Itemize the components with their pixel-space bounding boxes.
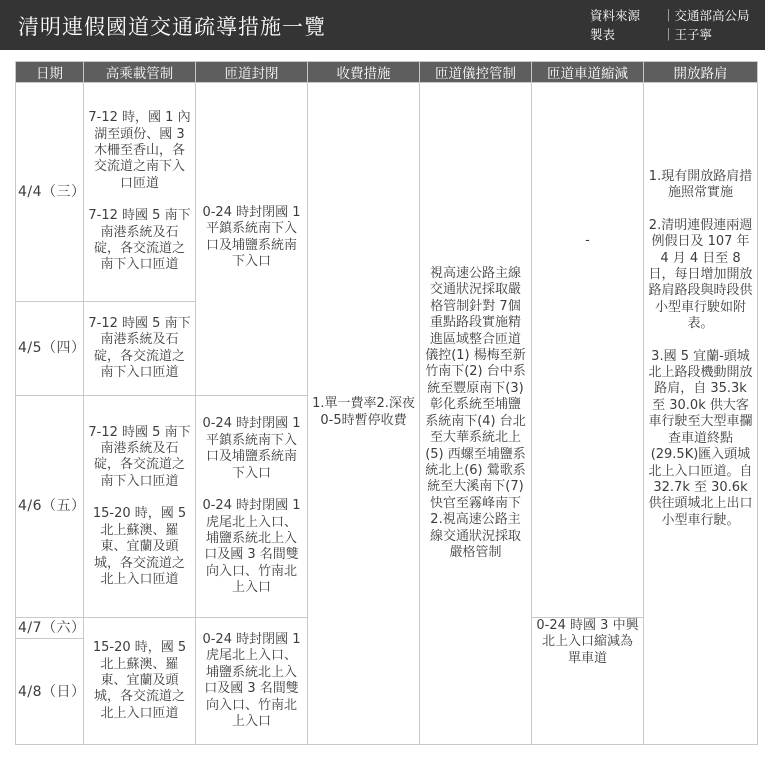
lane-reduction-cell: - [532, 83, 644, 618]
source-value: ｜交通部高公局 [662, 8, 750, 23]
maker-value: ｜王子寧 [662, 27, 713, 42]
hov-cell [84, 396, 196, 618]
maker-label: 製表 [590, 27, 616, 42]
hov-cell [84, 83, 196, 302]
date-cell: 4/8（日） [16, 639, 84, 745]
date-cell: 4/7（六） [16, 618, 84, 639]
closure-cell [196, 396, 308, 618]
lane-reduction-cell: 0-24 時國 3 中興北上入口縮減為單車道 [532, 618, 644, 745]
closure-cell: 0-24 時封閉國 1 平鎮系統南下入口及埔鹽系統南下入口 [196, 83, 308, 396]
col-header-shoulder: 開放路肩 [644, 62, 758, 83]
hov-cell: 7-12 時國 5 南下南港系統及石碇，各交流道之南下入口匝道 [84, 302, 196, 396]
closure-cell: 0-24 時封閉國 1 虎尾北上入口、埔鹽系統北上入口及國 3 名間雙向入口、竹南北上入口 [196, 618, 308, 745]
page-header [0, 0, 765, 50]
col-header-ramp-closure: 匝道封閉 [196, 62, 308, 83]
col-header-ramp-metering: 匝道儀控管制 [420, 62, 532, 83]
metering-cell: 視高速公路主線交通狀況採取嚴格管制針對 7個重點路段實施精進區域整合匝道儀控(1) 楊梅至新竹南下(2) 台中系統至豐原南下(3) 彰化系統至埔鹽系統南下(4) 台北至大華系統北上(5) 西螺至埔鹽系統北上(6) 鶯歌系統至大溪南下(7) 快官至霧峰南下2.視高速公路主線交通狀況採取嚴格管制 [420, 83, 532, 745]
shoulder-cell [644, 83, 758, 745]
date-cell: 4/6（五） [16, 396, 84, 618]
hov-cell: 15-20 時，國 5 北上蘇澳、羅東、宜蘭及頭城，各交流道之北上入口匝道 [84, 618, 196, 745]
shoulder-text: 3.國 5 宜蘭-頭城北上路段機動開放路肩，自 35.3k 至 30.0k 供大客車行駛至大型車攔查車道終點(29.5K)匯入頭城北上入口匝道。自 32.7k 至 30.6k 供往頭城北上出口小型車行駛。 [648, 348, 753, 528]
header-meta-values [662, 6, 750, 44]
hov-text: 7-12 時國 5 南下南港系統及石碇，各交流道之南下入口匝道 [88, 208, 191, 273]
source-label: 資料來源 [590, 8, 641, 23]
hov-text: 7-12 時，國 1 內湖至頭份、國 3 木柵至香山，各交流道之南下入口匝道 [88, 110, 191, 191]
page-title: 清明連假國道交通疏導措施一覽 [18, 15, 326, 39]
col-header-hov: 高乘載管制 [84, 62, 196, 83]
toll-cell: 1.單一費率2.深夜 0-5時暫停收費 [308, 83, 420, 745]
shoulder-text: 1.現有開放路肩措施照常實施 [648, 169, 753, 201]
header-row [16, 62, 758, 83]
measures-table [15, 61, 758, 745]
header-meta-labels [590, 6, 640, 44]
hov-text: 7-12 時國 5 南下南港系統及石碇，各交流道之南下入口匝道 [88, 424, 191, 489]
date-cell: 4/4（三） [16, 83, 84, 302]
col-header-toll: 收費措施 [308, 62, 420, 83]
date-cell: 4/5（四） [16, 302, 84, 396]
closure-text: 0-24 時封閉國 1 虎尾北上入口、埔鹽系統北上入口及國 3 名間雙向入口、竹南北上入口 [202, 498, 301, 596]
shoulder-text: 2.清明連假連兩週例假日及 107 年 4 月 4 日至 8 日，每日增加開放路肩路段與時段供小型車行駛如附表。 [648, 217, 753, 332]
col-header-lane-reduction: 匝道車道縮減 [532, 62, 644, 83]
hov-text: 15-20 時，國 5 北上蘇澳、羅東、宜蘭及頭城，各交流道之北上入口匝道 [92, 506, 187, 587]
closure-text: 0-24 時封閉國 1 平鎮系統南下入口及埔鹽系統南下入口 [202, 416, 301, 481]
table-row [16, 83, 758, 302]
col-header-date: 日期 [16, 62, 84, 83]
